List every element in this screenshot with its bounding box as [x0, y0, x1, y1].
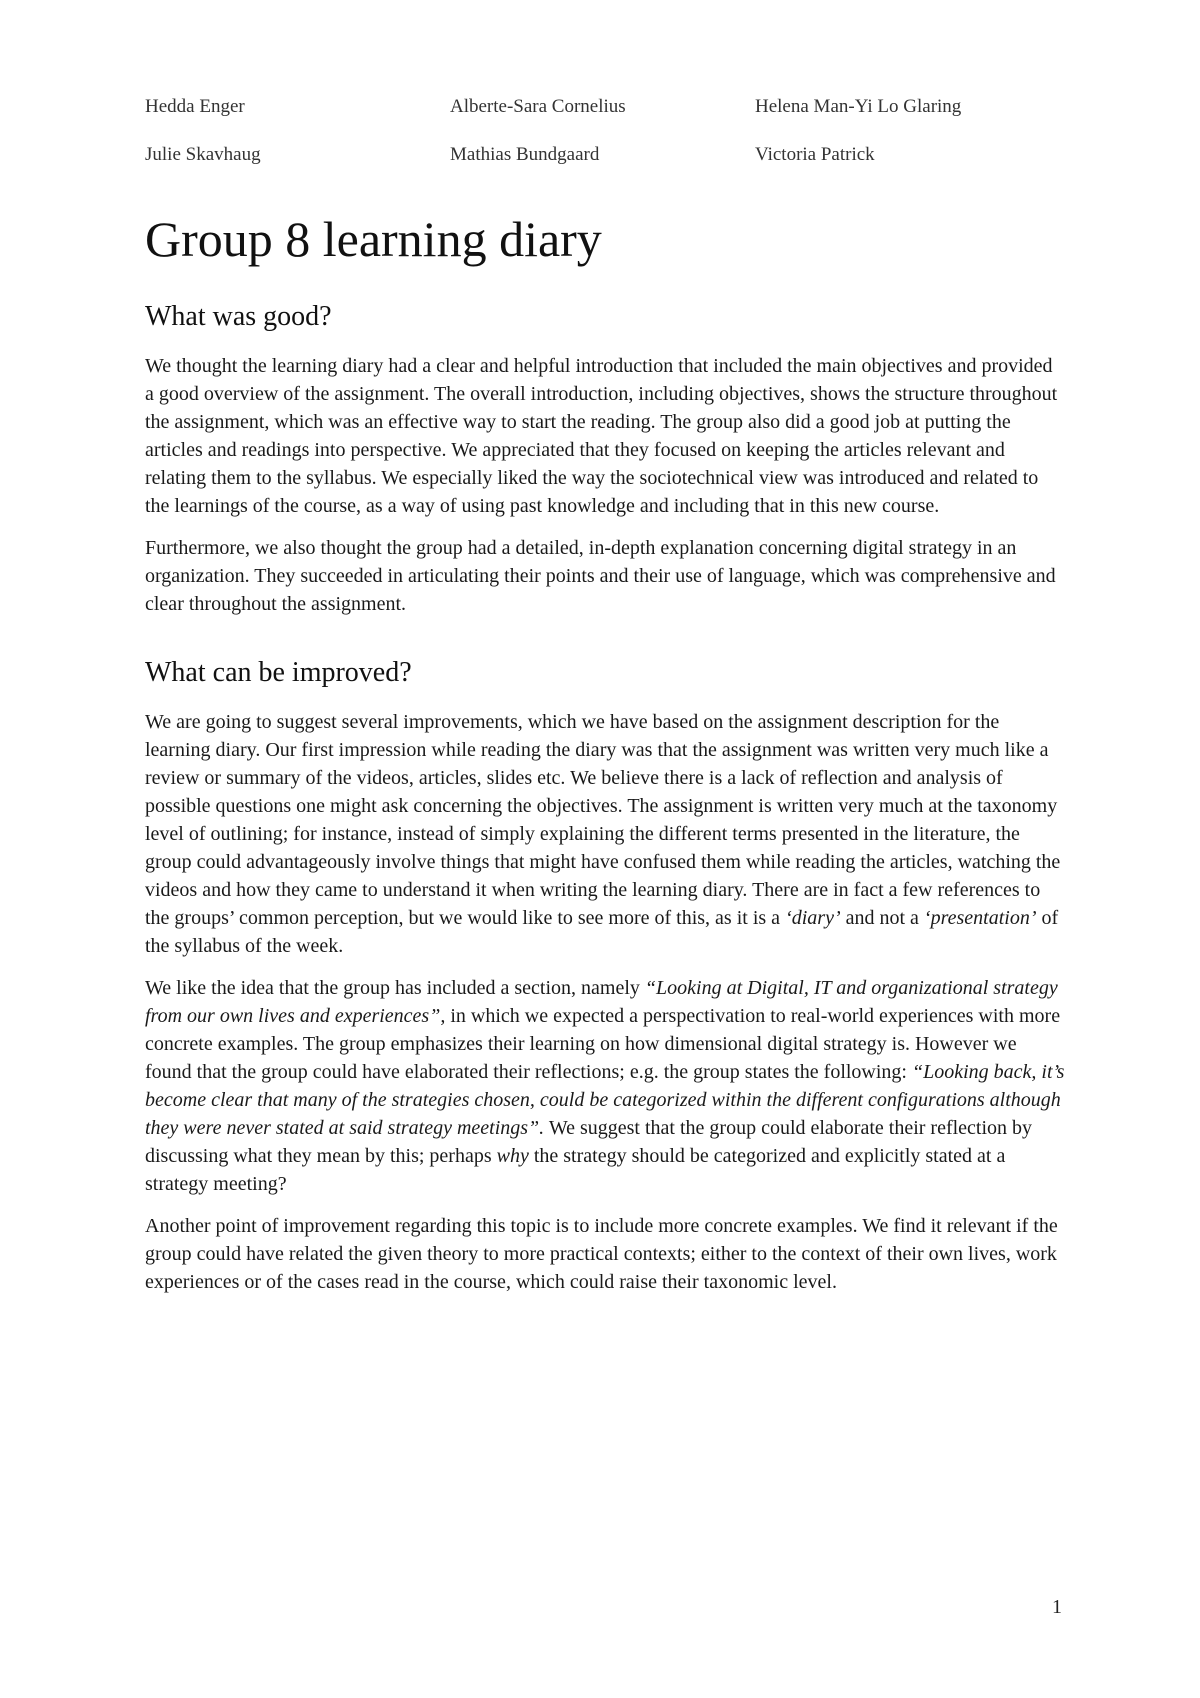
paragraph-text: We like the idea that the group has included a section, namely: [145, 977, 645, 999]
section-heading-good: What was good?: [145, 301, 332, 332]
document-title: Group 8 learning diary: [145, 211, 602, 267]
author-name: Alberte-Sara Cornelius: [450, 96, 626, 117]
paragraph-text: We suggest that the group could elaborate their reflection by discussing what they mean by this; perhaps: [145, 1117, 1033, 1167]
emphasis-text: why: [496, 1145, 529, 1167]
paragraph: We thought the learning diary had a clear and helpful introduction that included the main objectives and provided a good overview of the assignment. The overall introduction, including objectives, shows the structure throughout the assignment, which was an effective way to start the reading. The group also did a good job at putting the articles and readings into perspective. We appreciated that they focused on keeping the articles relevant and relating them to the syllabus. We especially liked the way the sociotechnical view was introduced and related to the learnings of the course, as a way of using past knowledge and including that in this new course.: [145, 355, 1058, 517]
author-name: Julie Skavhaug: [145, 144, 261, 165]
paragraph-text: and not a: [840, 907, 924, 929]
section-heading-improve: What can be improved?: [145, 657, 412, 688]
paragraph: [145, 974, 1065, 1198]
paragraph: Furthermore, we also thought the group had a detailed, in-depth explanation concerning digital strategy in an organization. They succeeded in articulating their points and their use of language, which was comprehensive and clear throughout the assignment.: [145, 537, 1056, 615]
paragraph: Another point of improvement regarding this topic is to include more concrete examples. We find it relevant if the group could have related the given theory to more practical contexts; either to the context of their own lives, work experiences or of the cases read in the course, which could raise their taxonomic level.: [145, 1215, 1058, 1293]
paragraph-text: in which we expected a perspectivation to real-world experiences with more concrete examples. The group emphasizes their learning on how dimensional digital strategy is. However we found that the group could have elaborated their reflections; e.g. the group states the following:: [145, 1005, 1061, 1083]
paragraph-text: the strategy should be categorized and explicitly stated at a strategy meeting?: [145, 1145, 1006, 1195]
document-body: [145, 210, 1065, 1296]
paragraph: [145, 708, 1065, 960]
paragraph-text: of the syllabus of the week.: [145, 907, 1059, 957]
author-name: Victoria Patrick: [755, 144, 875, 165]
author-name: Hedda Enger: [145, 96, 245, 117]
emphasis-text: ‘diary’: [785, 907, 841, 929]
page-number: 1: [1052, 1596, 1062, 1618]
quoted-section-title: “Looking at Digital, IT and organizational strategy from our own lives and experiences”,: [145, 977, 1058, 1027]
author-name: Helena Man-Yi Lo Glaring: [755, 96, 962, 117]
author-name: Mathias Bundgaard: [450, 144, 600, 165]
quotation: “Looking back, it’s become clear that many of the strategies chosen, could be categorized within the different configurations although they were never stated at said strategy meetings”.: [145, 1061, 1065, 1139]
author-list: [145, 95, 1065, 167]
emphasis-text: ‘presentation’: [923, 907, 1037, 929]
paragraph-text: We are going to suggest several improvements, which we have based on the assignment description for the learning diary. Our first impression while reading the diary was that the assignment was written very much like a review or summary of the videos, articles, slides etc. We believe there is a lack of reflection and analysis of possible questions one might ask concerning the objectives. The assignment is written very much at the taxonomy level of outlining; for instance, instead of simply explaining the different terms presented in the literature, the group could advantageously involve things that might have confused them while reading the articles, watching the videos and how they came to understand it when writing the learning diary. There are in fact a few references to the groups’ common perception, but we would like to see more of this, as it is a: [145, 711, 1061, 929]
